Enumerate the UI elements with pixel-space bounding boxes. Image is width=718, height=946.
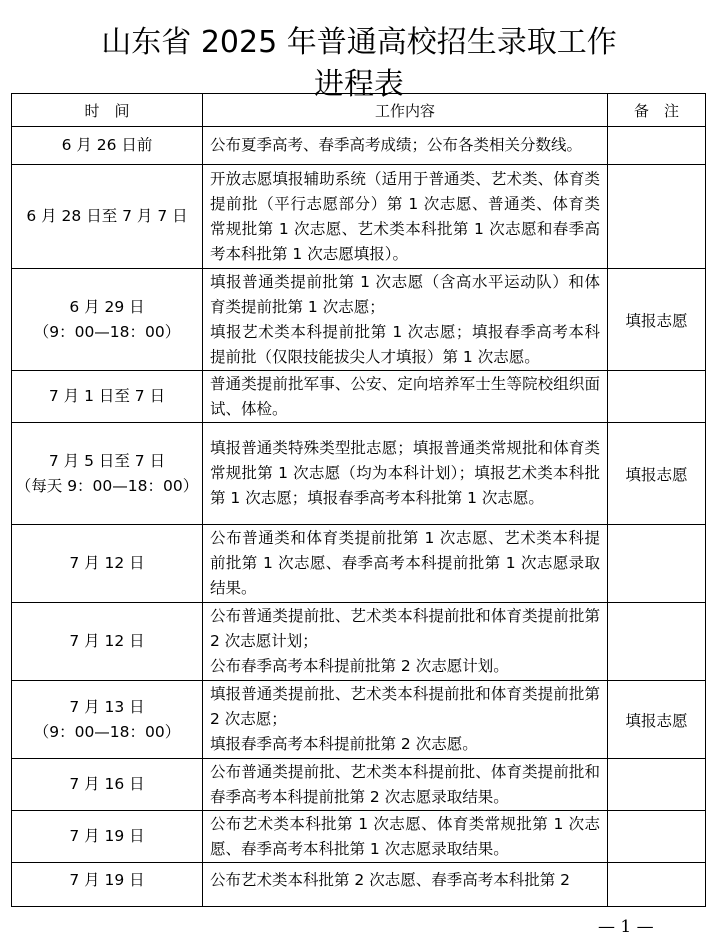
row-note-cell bbox=[608, 127, 706, 165]
header-note: 备 注 bbox=[608, 94, 706, 127]
row-time-cell bbox=[12, 811, 203, 863]
row-content-cell bbox=[203, 863, 608, 907]
row-note-cell: 填报志愿 bbox=[608, 423, 706, 525]
row-content-cell bbox=[203, 811, 608, 863]
table-row bbox=[12, 811, 706, 863]
table-row bbox=[12, 423, 706, 525]
row-content-text: 填报普通类特殊类型批志愿；填报普通类常规批和体育类常规批第 1 次志愿（均为本科计划）；填报艺术类本科批第 1 次志愿；填报春季高考本科批第 1 次志愿。 bbox=[210, 439, 600, 507]
row-content-text: 公布普通类提前批、艺术类本科提前批和体育类提前批第 2 次志愿计划； bbox=[210, 607, 600, 650]
row-note-cell bbox=[608, 371, 706, 423]
page-number: — 1 — bbox=[598, 917, 654, 937]
row-content-cell bbox=[203, 423, 608, 525]
row-time-text: （9：00—18：00） bbox=[33, 722, 181, 741]
row-time-cell bbox=[12, 371, 203, 423]
row-note-cell bbox=[608, 525, 706, 603]
row-content-text: 开放志愿填报辅助系统（适用于普通类、艺术类、体育类提前批（平行志愿部分）第 1 次志愿、普通类、体育类常规批第 1 次志愿、艺术类本科批第 1 次志愿和春季高考本科批第 1 次志愿填报）。 bbox=[210, 169, 600, 263]
row-note-cell: 填报志愿 bbox=[608, 269, 706, 371]
row-time-cell bbox=[12, 603, 203, 681]
row-time-text: 7 月 16 日 bbox=[69, 775, 145, 793]
row-time-text: 7 月 12 日 bbox=[69, 632, 145, 650]
row-content-text: 公布艺术类本科批第 1 次志愿、体育类常规批第 1 次志愿、春季高考本科批第 1 次志愿录取结果。 bbox=[210, 814, 600, 858]
table-row bbox=[12, 603, 706, 681]
row-note-cell bbox=[608, 759, 706, 811]
table-row bbox=[12, 127, 706, 165]
header-content: 工作内容 bbox=[203, 94, 608, 127]
row-content-cell bbox=[203, 681, 608, 759]
row-time-text: 7 月 19 日 bbox=[69, 871, 145, 889]
row-time-text: 7 月 19 日 bbox=[69, 827, 145, 845]
row-time-text: （9：00—18：00） bbox=[33, 322, 181, 341]
row-time-cell bbox=[12, 423, 203, 525]
row-time-cell bbox=[12, 681, 203, 759]
header-time: 时 间 bbox=[12, 94, 203, 127]
row-time-cell bbox=[12, 863, 203, 907]
title-line-1: 山东省 2025 年普通高校招生录取工作 bbox=[101, 25, 617, 61]
row-note-cell bbox=[608, 863, 706, 907]
table-row bbox=[12, 269, 706, 371]
row-content-cell bbox=[203, 759, 608, 811]
row-time-text: 7 月 13 日 bbox=[69, 697, 145, 716]
row-content-text: 公布普通类提前批、艺术类本科提前批、体育类提前批和春季高考本科提前批第 2 次志愿录取结果。 bbox=[210, 762, 600, 806]
row-note-cell: 填报志愿 bbox=[608, 681, 706, 759]
row-content-text: 普通类提前批军事、公安、定向培养军士生等院校组织面试、体检。 bbox=[210, 374, 600, 418]
row-time-cell bbox=[12, 127, 203, 165]
row-time-text: 7 月 12 日 bbox=[69, 554, 145, 572]
table-row bbox=[12, 525, 706, 603]
title-line-2: 进程表 bbox=[314, 67, 404, 103]
row-content-text: 公布普通类和体育类提前批第 1 次志愿、艺术类本科提前批第 1 次志愿、春季高考本科提前批第 1 次志愿录取结果。 bbox=[210, 529, 600, 597]
row-content-text: 公布夏季高考、春季高考成绩；公布各类相关分数线。 bbox=[210, 136, 583, 154]
row-time-text: 6 月 29 日 bbox=[69, 297, 145, 316]
table-row bbox=[12, 165, 706, 269]
row-time-cell bbox=[12, 759, 203, 811]
schedule-table bbox=[11, 93, 706, 907]
row-content-text: 填报艺术类本科提前批第 1 次志愿；填报春季高考本科提前批（仅限技能拔尖人才填报）第 1 次志愿。 bbox=[210, 322, 600, 366]
row-time-cell bbox=[12, 269, 203, 371]
row-content-cell bbox=[203, 525, 608, 603]
row-time-text: 6 月 26 日前 bbox=[61, 136, 153, 154]
row-time-text: （每天 9：00—18：00） bbox=[15, 476, 199, 495]
table-row bbox=[12, 681, 706, 759]
row-content-text: 公布艺术类本科批第 2 次志愿、春季高考本科批第 2 bbox=[210, 871, 571, 889]
row-time-cell bbox=[12, 165, 203, 269]
row-content-text: 公布春季高考本科提前批第 2 次志愿计划。 bbox=[210, 657, 509, 675]
row-time-text: 6 月 28 日至 7 月 7 日 bbox=[26, 207, 188, 225]
table-header-row bbox=[12, 94, 706, 127]
row-content-cell bbox=[203, 269, 608, 371]
row-content-cell bbox=[203, 127, 608, 165]
row-content-cell bbox=[203, 603, 608, 681]
row-time-text: 7 月 1 日至 7 日 bbox=[48, 387, 166, 405]
table-row bbox=[12, 759, 706, 811]
table-row bbox=[12, 371, 706, 423]
row-note-cell bbox=[608, 603, 706, 681]
table-body bbox=[12, 127, 706, 907]
table-row bbox=[12, 863, 706, 907]
row-time-cell bbox=[12, 525, 203, 603]
row-time-text: 7 月 5 日至 7 日 bbox=[48, 451, 166, 470]
row-content-text: 填报普通类提前批第 1 次志愿（含高水平运动队）和体育类提前批第 1 次志愿； bbox=[210, 272, 600, 316]
row-content-text: 填报普通类提前批、艺术类本科提前批和体育类提前批第 2 次志愿； bbox=[210, 685, 600, 728]
row-content-cell bbox=[203, 371, 608, 423]
row-note-cell bbox=[608, 165, 706, 269]
row-content-cell bbox=[203, 165, 608, 269]
row-note-cell bbox=[608, 811, 706, 863]
row-content-text: 填报春季高考本科提前批第 2 次志愿。 bbox=[210, 735, 478, 753]
